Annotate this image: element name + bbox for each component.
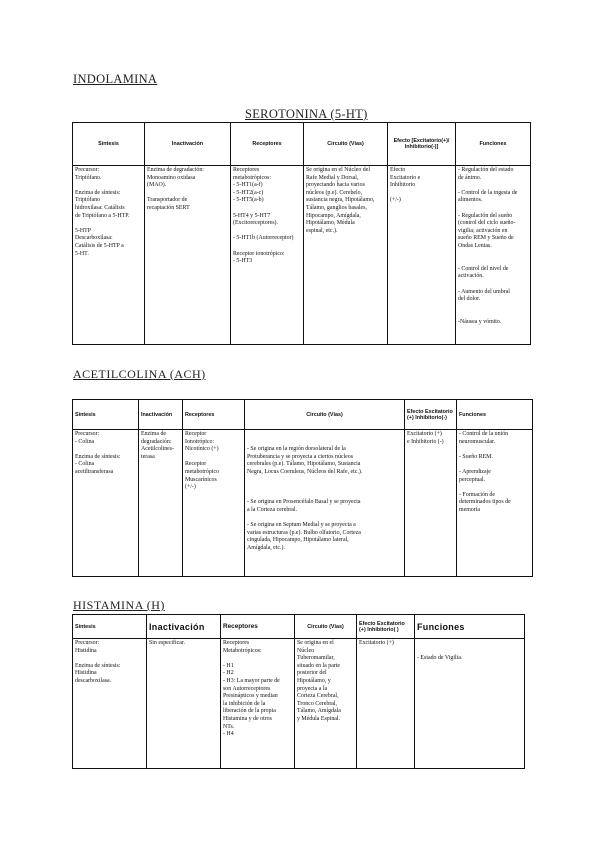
histamina-header-inactivacion: Inactivación — [147, 615, 221, 639]
acetilcolina-header-inactivacion: Inactivación — [139, 400, 183, 430]
serotonina-header-sintesis: Síntesis — [73, 123, 145, 166]
serotonina-header-receptores: Receptores — [231, 123, 304, 166]
serotonina-header-inactivacion: Inactivación — [145, 123, 231, 166]
serotonina-cell-sintesis: Precursor: Triptófano. Enzima de síntesis: Triptófano hidroxilasa: Catálisis de Triptófano a 5-HTP. 5-HTP Descarboxilasa: Catálisis de 5-HTP a 5-HT. — [73, 166, 145, 345]
acetilcolina-cell-inactivacion: Enzima de degradación: Acetilcolines- terasa — [139, 430, 183, 577]
serotonina-cell-receptores: Receptores metabotrópicos: - 5-HT1(a-f) - 5-HT2(a-c) - 5-HT5(a-b) 5-HT4 y 5-HT7 (Excitoreceptores). - 5-HT1b (Autorreceptor) Receptor ionotrópico: - 5-HT3 — [231, 166, 304, 345]
acetilcolina-table — [72, 399, 533, 577]
histamina-header-sintesis: Síntesis — [73, 615, 147, 639]
serotonina-cell-funciones: - Regulación del estado de ánimo. - Control de la ingesta de alimentos. - Regulación del sueño (control del ciclo sueño- vigilia; activación en sueño REM y Sueño de Ondas Lentas. - Control del nivel de activación. - Aumento del umbral del dolor. -Náusea y vómito. — [456, 166, 531, 345]
histamina-header-circuito: Circuito (Vías) — [295, 615, 357, 639]
histamina-table — [72, 614, 525, 769]
histamina-heading: HISTAMINA (H) — [73, 598, 165, 612]
histamina-cell-inactivacion: Sin especificar. — [147, 639, 221, 769]
acetilcolina-cell-receptores: Receptor Ionotrópico: Nicotínico (+) Receptor metabotrópico Muscarínicos (+/-) — [183, 430, 245, 577]
acetilcolina-header-receptores: Receptores — [183, 400, 245, 430]
histamina-cell-receptores: Receptores Metabotrópicos: - H1 - H2 - H3: La mayor parte de son Autorreceptores Presinápticos y median la inhibición de la liberación de la propia Histamina y de otros NTs. - H4 — [221, 639, 295, 769]
acetilcolina-cell-circuito: - Se origina en la región dorsolateral de la Protuberancia y se proyecta a ciertos núcleos cerebrales (p.e). Tálamo, Hipotálamo, Sustancia Negra, Locus Coeruleus, Núcleos del Rafe, etc.). - Se origina en Prosencéfalo Basal y se proyecta a la Corteza cerebral. - Se origina en Septum Medial y se proyecta a varias estructuras (p.e). Bulbo olfatorio, Corteza cingulada, Hipocampo, Hipotálamo lateral, Amígdala, etc.). — [245, 430, 405, 577]
histamina-cell-funciones: - Estado de Vigilia. — [415, 639, 525, 769]
serotonina-title: SEROTONINA (5-HT) — [245, 107, 368, 121]
serotonina-cell-efecto: Efecto Excitatorio e Inhibitorio (+/-) — [388, 166, 456, 345]
serotonina-table — [72, 122, 531, 345]
histamina-header-funciones: Funciones — [415, 615, 525, 639]
serotonina-header-efecto: Efecto [Excitatorio(+)/ Inhibitorio(-)] — [388, 123, 456, 166]
serotonina-cell-inactivacion: Enzima de degradación: Monoamino oxidasa (MAO). Transportador de recaptación SERT — [145, 166, 231, 345]
acetilcolina-cell-efecto: Excitatorio (+) e Inhibitorio (-) — [405, 430, 457, 577]
acetilcolina-header-sintesis: Síntesis — [73, 400, 139, 430]
indolamina-heading: INDOLAMINA — [73, 72, 158, 86]
acetilcolina-heading: ACETILCOLINA (ACH) — [73, 367, 206, 381]
serotonina-header-funciones: Funciones — [456, 123, 531, 166]
histamina-cell-sintesis: Precursor: Histidina Enzima de síntesis: Histidina descarboxilasa. — [73, 639, 147, 769]
acetilcolina-header-circuito: Circuito (Vías) — [245, 400, 405, 430]
histamina-header-receptores: Receptores — [221, 615, 295, 639]
serotonina-cell-circuito: Se origina en el Núcleo del Rafe Medial y Dorsal, proyectando hacia varios núcleos (p.e). Cerebelo, sustancia negra, Hipotálamo, Tálamo, ganglios basales, Hipocampo, Amígdala, Hipotálamo, Médula espinal, etc.). — [304, 166, 388, 345]
acetilcolina-header-funciones: Funciones — [457, 400, 533, 430]
serotonina-header-circuito: Circuito (Vías) — [304, 123, 388, 166]
acetilcolina-header-efecto: Efecto Excitatorio (+) Inhibitorio(-) — [405, 400, 457, 430]
histamina-header-efecto: Efecto Excitatorio (+) Inhibitorio( ) — [357, 615, 415, 639]
acetilcolina-cell-funciones: - Control de la unión neuromuscular. - Sueño REM. - Aprendizaje perceptual. - Formación de determinados tipos de memoria — [457, 430, 533, 577]
histamina-cell-efecto: Excitatorio (+) — [357, 639, 415, 769]
histamina-cell-circuito: Se origina en el Núcleo Tuberomamilar, situado en la parte posterior del Hipotálamo, y proyecta a la Corteza Cerebral, Tronco Cerebral, Tálamo, Amígdala y Médula Espinal. — [295, 639, 357, 769]
acetilcolina-cell-sintesis: Precursor: - Colina Enzima de síntesis: - Colina acetiltransferasa — [73, 430, 139, 577]
